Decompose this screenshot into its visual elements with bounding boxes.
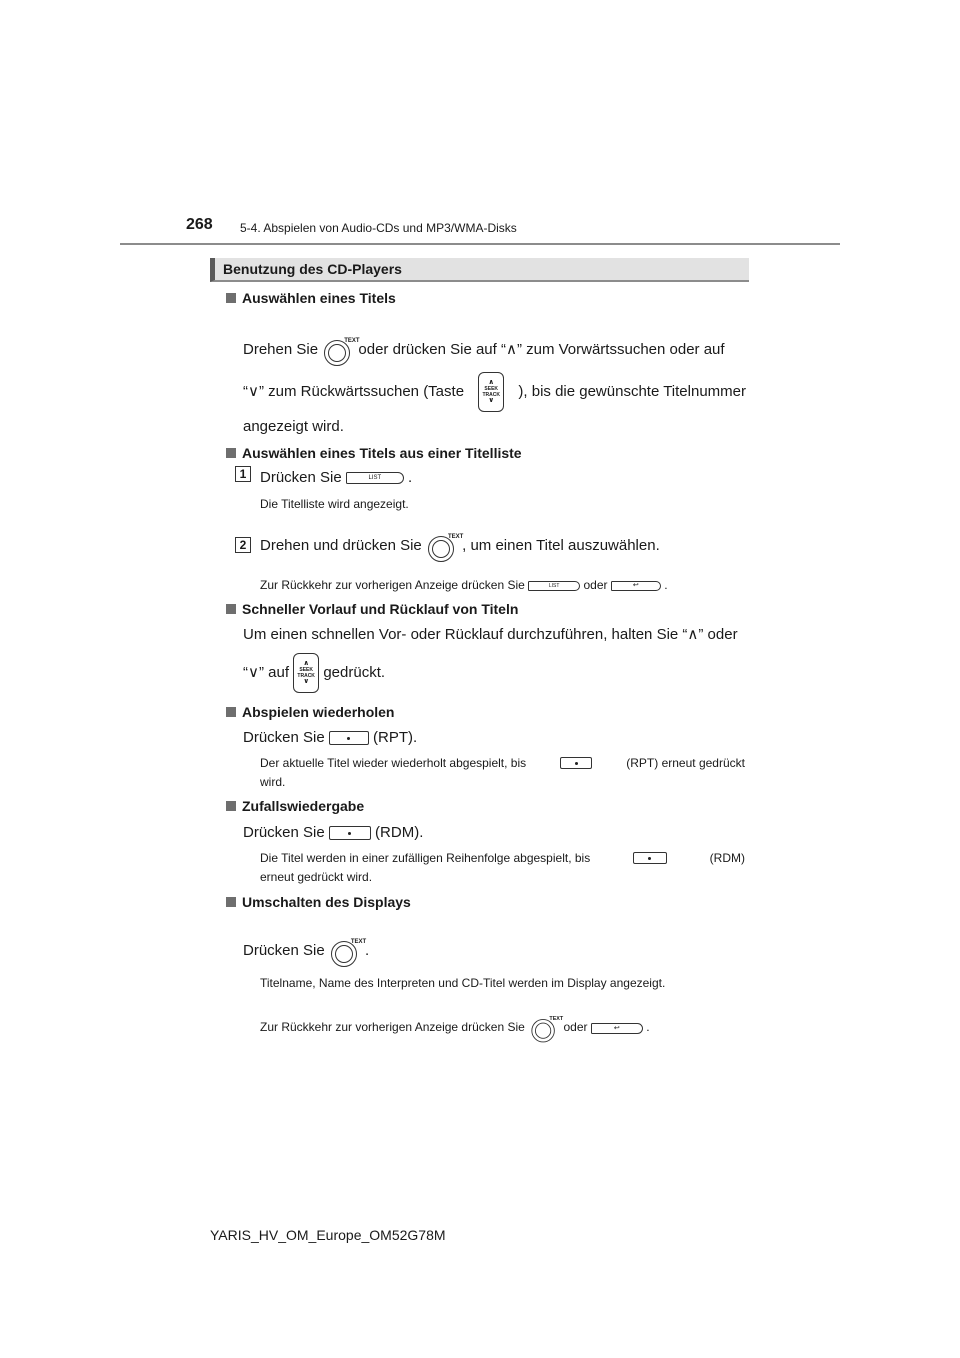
rpt-button-icon <box>329 731 369 745</box>
s6-note-1: Titelname, Name des Interpreten und CD-Titel werden im Display angezeigt. <box>260 976 666 990</box>
footer-document-id: YARIS_HV_OM_Europe_OM52G78M <box>210 1227 446 1243</box>
s3-line-1: Um einen schnellen Vor- oder Rücklauf durchzuführen, halten Sie “∧” oder <box>243 626 738 643</box>
rdm-button-icon <box>633 852 667 864</box>
step-2-note: Zur Rückkehr zur vorherigen Anzeige drücken Sie LIST oder ↩ . <box>260 578 668 592</box>
s1-line-3: angezeigt wird. <box>243 418 344 435</box>
square-bullet-icon <box>226 448 236 458</box>
rpt-button-icon <box>560 757 592 769</box>
seek-track-icon: ∧ SEEK TRACK ∨ <box>293 653 319 693</box>
heading-switch-display: Umschalten des Displays <box>226 894 411 910</box>
s6-line-1: Drücken Sie TEXT . <box>243 935 369 967</box>
text-knob-icon: TEXT <box>329 935 361 967</box>
s1-line-1: Drehen Sie TEXT oder drücken Sie auf “∧” zum Vorwärtssuchen oder auf <box>243 334 725 366</box>
s4-line-1: Drücken Sie (RPT). <box>243 729 418 746</box>
page-number: 268 <box>186 216 213 233</box>
text-knob-icon: TEXT <box>426 530 458 562</box>
seek-track-icon: ∧ SEEK TRACK ∨ <box>478 372 504 412</box>
text-knob-icon: TEXT <box>322 334 354 366</box>
step-number-2: 2 <box>235 537 251 553</box>
step-number-1: 1 <box>235 466 251 482</box>
heading-repeat: Abspielen wiederholen <box>226 704 394 720</box>
header-rule <box>120 243 840 245</box>
rdm-button-icon <box>329 826 371 840</box>
step-1-note: Die Titelliste wird angezeigt. <box>260 497 409 511</box>
section-title: Benutzung des CD-Players <box>210 258 749 282</box>
text-knob-icon: TEXT <box>530 1014 559 1043</box>
s6-note-2: Zur Rückkehr zur vorherigen Anzeige drücken Sie TEXT oder ↩ . <box>260 1012 650 1044</box>
s4-note-2: wird. <box>260 775 286 789</box>
s1-line-2: “∨” zum Rückwärtssuchen (Taste ∧ SEEK TRACK ∨ ), bis die gewünschte Titelnummer <box>243 372 746 412</box>
square-bullet-icon <box>226 293 236 303</box>
square-bullet-icon <box>226 604 236 614</box>
s5-line-1: Drücken Sie (RDM). <box>243 824 424 841</box>
list-button-icon: LIST <box>528 581 580 591</box>
back-button-icon: ↩ <box>591 1023 643 1034</box>
chapter-title: 5-4. Abspielen von Audio-CDs und MP3/WMA-Disks <box>240 221 517 235</box>
square-bullet-icon <box>226 801 236 811</box>
s3-line-2: “∨” auf ∧ SEEK TRACK ∨ gedrückt. <box>243 653 385 693</box>
list-button-icon: LIST <box>346 472 404 484</box>
heading-select-track: Auswählen eines Titels <box>226 290 396 306</box>
step-1-text: Drücken Sie LIST . <box>260 469 413 486</box>
step-2-text: Drehen und drücken Sie TEXT , um einen Titel auszuwählen. <box>260 530 660 562</box>
heading-select-from-list: Auswählen eines Titels aus einer Titelliste <box>226 445 522 461</box>
s5-note-1: Die Titel werden in einer zufälligen Reihenfolge abgespielt, bis (RDM) <box>260 851 745 865</box>
square-bullet-icon <box>226 897 236 907</box>
back-button-icon: ↩ <box>611 581 661 591</box>
s5-note-2: erneut gedrückt wird. <box>260 870 373 884</box>
heading-fast-forward: Schneller Vorlauf und Rücklauf von Titeln <box>226 601 518 617</box>
heading-random: Zufallswiedergabe <box>226 798 364 814</box>
s4-note-1: Der aktuelle Titel wieder wiederholt abgespielt, bis (RPT) erneut gedrückt <box>260 756 745 770</box>
square-bullet-icon <box>226 707 236 717</box>
